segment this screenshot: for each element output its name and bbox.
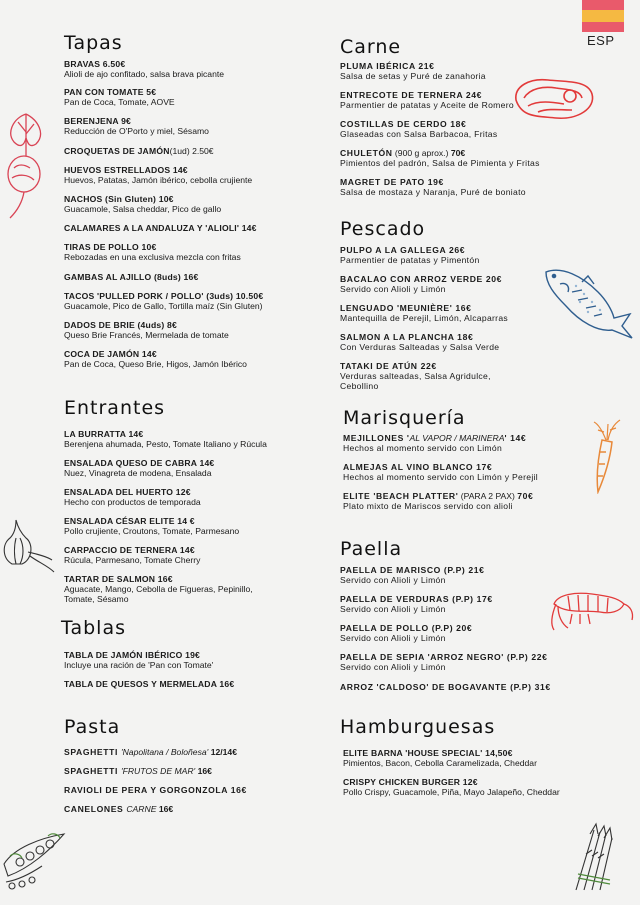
peas-icon (0, 828, 72, 890)
section-title-carne: Carne (340, 36, 402, 58)
menu-item: PAELLA DE VERDURAS (P.P) 17€ Servido con Alioli y Limón (340, 594, 493, 614)
menu-item: ELITE 'BEACH PLATTER' (PARA 2 PAX) 70€ Plato mixto de Mariscos servido con alioli (343, 491, 534, 511)
menu-item: TARTAR DE SALMON 16€ Aguacate, Mango, Cebolla de Figueras, Pepinillo, Tomate, Sésamo (64, 574, 253, 604)
fish-icon (542, 262, 636, 342)
menu-item: PAN CON TOMATE 5€ Pan de Coca, Tomate, AOVE (64, 87, 175, 107)
menu-item: HUEVOS ESTRELLADOS 14€ Huevos, Patatas, Jamón ibérico, cebolla crujiente (64, 165, 253, 185)
menu-item: LA BURRATTA 14€ Berenjena ahumada, Pesto, Tomate Italiano y Rúcula (64, 429, 267, 449)
menu-item: SPAGHETTI 'FRUTOS DE MAR' 16€ (64, 766, 212, 776)
shrimp-icon (548, 584, 636, 634)
menu-item: PAELLA DE SEPIA 'ARROZ NEGRO' (P.P) 22€ Servido con Alioli y Limón (340, 652, 548, 672)
menu-item: CALAMARES A LA ANDALUZA Y 'ALIOLI' 14€ (64, 223, 257, 233)
steak-icon (508, 74, 596, 126)
menu-item: COSTILLAS DE CERDO 18€ Glaseadas con Salsa Barbacoa, Fritas (340, 119, 498, 139)
menu-item: BRAVAS 6.50€ Alioli de ajo confitado, salsa brava picante (64, 59, 225, 79)
carrot-icon (584, 418, 628, 494)
menu-item: PAELLA DE POLLO (P.P) 20€ Servido con Alioli y Limón (340, 623, 473, 643)
menu-item: ENSALADA DEL HUERTO 12€ Hecho con productos de temporada (64, 487, 201, 507)
menu-item: PULPO A LA GALLEGA 26€ Parmentier de patatas y Pimentón (340, 245, 480, 265)
menu-item: ENSALADA CÉSAR ELITE 14 € Pollo crujiente, Croutons, Tomate, Parmesano (64, 516, 240, 536)
asparagus-icon (566, 820, 622, 892)
menu-item: SALMON A LA PLANCHA 18€ Con Verduras Salteadas y Salsa Verde (340, 332, 500, 352)
menu-item: PLUMA IBÉRICA 21€ Salsa de setas y Puré de zanahoria (340, 61, 486, 81)
menu-item: ENTRECOTE DE TERNERA 24€ Parmentier de patatas y Aceite de Romero (340, 90, 514, 110)
menu-item: CHULETÓN (900 g aprox.) 70€ Pimientos del padrón, Salsa de Pimienta y Fritas (340, 148, 540, 168)
menu-item: DADOS DE BRIE (4uds) 8€ Queso Brie Francés, Mermelada de tomate (64, 320, 229, 340)
garlic-icon (0, 516, 56, 576)
menu-item: ALMEJAS AL VINO BLANCO 17€ Hechos al momento servido con Limón y Perejil (343, 462, 539, 482)
menu-item: BERENJENA 9€ Reducción de O'Porto y miel, Sésamo (64, 116, 209, 136)
menu-item: NACHOS (Sin Gluten) 10€ Guacamole, Salsa cheddar, Pico de gallo (64, 194, 222, 214)
section-title-paella: Paella (340, 538, 403, 560)
menu-item: TABLA DE JAMÓN IBÉRICO 19€ Incluye una ración de 'Pan con Tomate' (64, 650, 214, 670)
menu-item: CARPACCIO DE TERNERA 14€ Rúcula, Parmesano, Tomate Cherry (64, 545, 201, 565)
beet-icon (0, 108, 52, 220)
section-title-pasta: Pasta (64, 716, 121, 738)
menu-item: CROQUETAS DE JAMÓN(1ud) 2.50€ (64, 146, 214, 156)
spain-flag-icon[interactable] (582, 0, 624, 32)
section-title-marisqueria: Marisquería (343, 407, 466, 429)
menu-item: MEJILLONES 'AL VAPOR / MARINERA' 14€ Hechos al momento servido con Limón (343, 433, 527, 453)
menu-item: ELITE BARNA 'HOUSE SPECIAL' 14,50€ Pimientos, Bacon, Cebolla Caramelizada, Cheddar (343, 748, 537, 768)
menu-item: ARROZ 'CALDOSO' DE BOGAVANTE (P.P) 31€ (340, 682, 551, 692)
menu-item: ENSALADA QUESO DE CABRA 14€ Nuez, Vinagreta de modena, Ensalada (64, 458, 215, 478)
menu-item: TATAKI DE ATÚN 22€ Verduras salteadas, Salsa Agridulce, Cebollino (340, 361, 491, 391)
section-title-entrantes: Entrantes (64, 397, 166, 419)
menu-item: PAELLA DE MARISCO (P.P) 21€ Servido con Alioli y Limón (340, 565, 485, 585)
language-label[interactable]: ESP (587, 33, 615, 48)
section-title-hamburguesas: Hamburguesas (340, 716, 496, 738)
menu-item: TABLA DE QUESOS Y MERMELADA 16€ (64, 679, 235, 689)
section-title-pescado: Pescado (340, 218, 426, 240)
menu-item: CANELONES CARNE 16€ (64, 804, 174, 814)
section-title-tablas: Tablas (61, 617, 126, 639)
menu-item: CRISPY CHICKEN BURGER 12€ Pollo Crispy, Guacamole, Piña, Mayo Jalapeño, Cheddar (343, 777, 560, 797)
menu-item: TIRAS DE POLLO 10€ Rebozadas en una exclusiva mezcla con fritas (64, 242, 241, 262)
menu-item: GAMBAS AL AJILLO (8uds) 16€ (64, 272, 199, 282)
menu-item: MAGRET DE PATO 19€ Salsa de mostaza y Naranja, Puré de boniato (340, 177, 526, 197)
menu-item: BACALAO CON ARROZ VERDE 20€ Servido con Alioli y Limón (340, 274, 502, 294)
menu-item: RAVIOLI DE PERA Y GORGONZOLA 16€ (64, 785, 247, 795)
section-title-tapas: Tapas (64, 32, 123, 54)
menu-item: LENGUADO 'MEUNIÈRE' 16€ Mantequilla de Perejil, Limón, Alcaparras (340, 303, 509, 323)
menu-item: TACOS 'PULLED PORK / POLLO' (3uds) 10.50€ Guacamole, Pico de Gallo, Tortilla maíz (Sin Gluten) (64, 291, 264, 311)
menu-item: COCA DE JAMÓN 14€ Pan de Coca, Queso Brie, Higos, Jamón Ibérico (64, 349, 247, 369)
menu-item: SPAGHETTI 'Napolitana / Boloñesa' 12/14€ (64, 747, 237, 757)
